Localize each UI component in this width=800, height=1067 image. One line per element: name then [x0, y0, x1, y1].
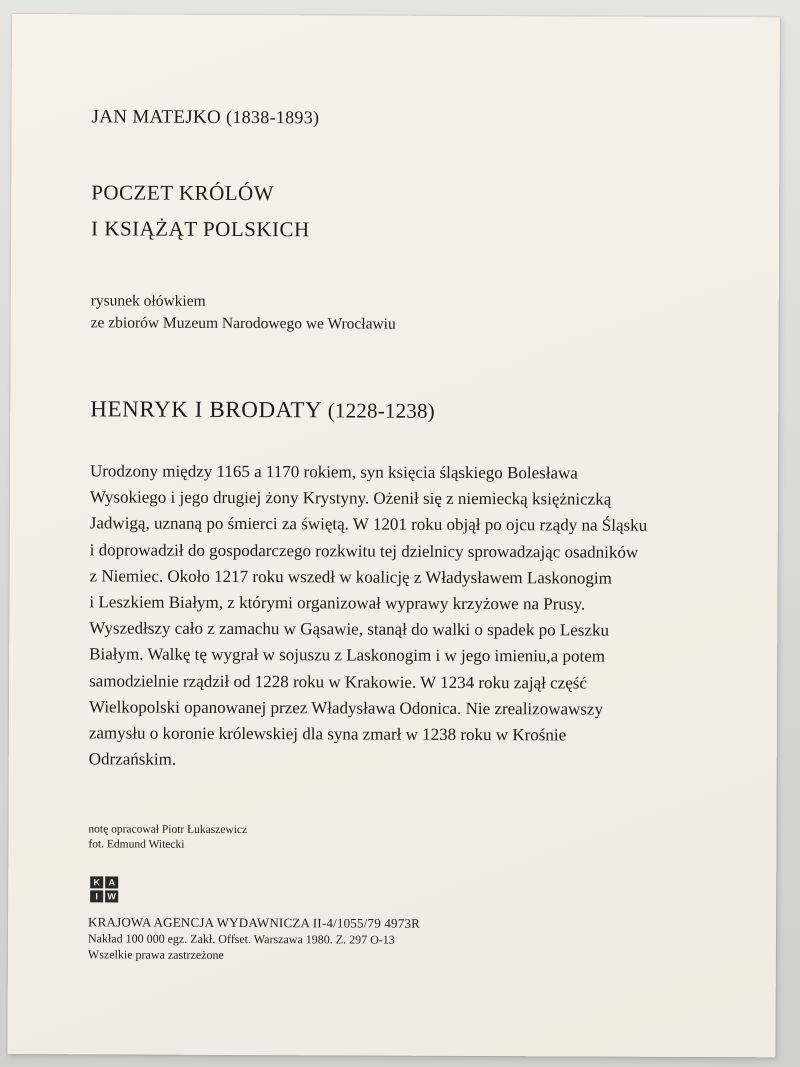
biography-line: Wyszedłszy cało z zamachu w Gąsawie, stanął do walki o spadek po Leszku: [89, 618, 610, 640]
biography-line: Urodzony między 1165 a 1170 rokiem, syn księcia śląskiego Bolesława: [89, 461, 578, 483]
publisher-info: [88, 914, 420, 963]
biography-line: zamysłu o koronie królewskiej dla syna zmarł w 1238 roku w Krośnie: [88, 723, 567, 745]
biography-line: i Leszkiem Białym, z którymi organizował wyprawy krzyżowe na Prusy.: [89, 592, 586, 614]
biography-line: samodzielnie rządził od 1228 roku w Krakowie. W 1234 roku zajął część: [89, 670, 588, 693]
credit-note-author: notę opracował Piotr Łukaszewicz: [88, 823, 248, 837]
ruler-name: HENRYK I BRODATY: [90, 396, 322, 423]
series-title-line-1: POCZET KRÓLÓW: [91, 180, 275, 206]
logo-letter: A: [105, 876, 118, 888]
publisher-line-1: KRAJOWA AGENCJA WYDAWNICZA II-4/1055/79 4973R: [88, 914, 421, 931]
series-title-line-2: I KSIĄŻĄT POLSKICH: [91, 216, 310, 242]
credits: [88, 822, 247, 853]
biography-line: i doprowadził do gospodarczego rozkwitu tej dzielnicy sprowadzając osadników: [89, 539, 639, 562]
biography-line: Odrzańskim.: [88, 749, 177, 769]
biography-line: Wysokiego i jego drugiej żony Krystyny. Ożenił się z niemiecką księżniczką: [89, 487, 612, 509]
biography-line: z Niemiec. Około 1217 roku wszedł w koalicję z Władysławem Laskonogim: [89, 566, 612, 588]
subtitle: [91, 290, 396, 335]
biography-line: Jadwigą, uznaną po śmierci za świętą. W 1201 roku objął po ojcu rządy na Śląsku: [89, 513, 648, 536]
biography: [89, 458, 720, 775]
subtitle-line-1: rysunek ołówkiem: [90, 292, 206, 310]
publisher-line-2: Nakład 100 000 egz. Zakł. Offset. Warszawa 1980. Z. 297 O-13: [87, 931, 395, 947]
info-card: [7, 14, 780, 1057]
logo-letter: K: [90, 876, 103, 888]
logo-letter: I: [90, 890, 103, 902]
ruler-heading: [90, 396, 435, 424]
author-heading: [92, 106, 320, 129]
subtitle-line-2: ze zbiorów Muzeum Narodowego we Wrocławiu: [90, 314, 396, 333]
ruler-dates: (1228-1238): [327, 398, 435, 423]
credit-photographer: fot. Edmund Witecki: [88, 838, 185, 851]
author-dates: (1838-1893): [226, 106, 320, 128]
publisher-line-3: Wszelkie prawa zastrzeżone: [87, 947, 224, 962]
author-name: JAN MATEJKO: [91, 106, 222, 128]
series-title: [91, 174, 310, 247]
logo-letter: W: [105, 890, 118, 902]
publisher-logo: [90, 876, 118, 902]
biography-line: Białym. Walkę tę wygrał w sojuszu z Laskonogim i w jego imieniu,a potem: [89, 644, 606, 667]
biography-line: Wielkopolski opanowanej przez Władysława Odonica. Nie zrealizowawszy: [88, 697, 604, 719]
